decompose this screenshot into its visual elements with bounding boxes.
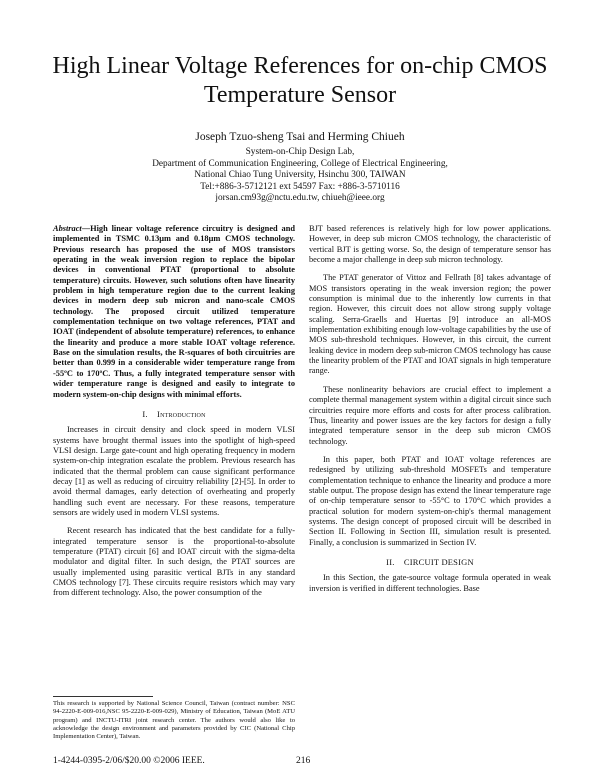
- abstract-label: Abstract: [53, 224, 82, 233]
- section-2-title: CIRCUIT DESIGN: [403, 556, 474, 567]
- body-paragraph: BJT based references is relatively high for low power applications. However, in deep sub micron CMOS technology, the characteristic of vertical BJT is getting worse. So, the design of temperature sensor has become a major challenge in deep sub micron technology.: [309, 224, 551, 265]
- author-names: Joseph Tzuo-sheng Tsai and Herming Chiueh: [195, 131, 405, 143]
- right-column: [309, 224, 551, 602]
- abstract: [53, 224, 295, 400]
- affiliation-line: Tel:+886-3-5712121 ext 54597 Fax: +886-3-5710116: [200, 181, 400, 192]
- footnote: This research is supported by National Science Council, Taiwan (contract number: NSC 94-2220-E-009-016,NSC 95-2220-E-009-029), Ministry of Education, Taiwan (MoE ATU program) and INCTU-ITRI joint research center. The authors would also like to acknowledge the design environment and parameters provided by CIC (National Chip Implementation Center), Taiwan.: [53, 700, 295, 741]
- section-1-title: Introduction: [157, 408, 206, 419]
- left-column: [53, 224, 295, 607]
- affiliation-line: National Chiao Tung University, Hsinchu 300, TAIWAN: [194, 170, 406, 180]
- body-paragraph: The PTAT generator of Vittoz and Fellrath [8] takes advantage of MOS transistors operating in the weak inversion region; the power consumption is minimal due to the inherently low currents in that region. However, this circuit does not allow strong supply voltage scaling. Serra-Graells and Huertas [9] introduce an all-MOS implementation exhibiting enough low-voltage capabilities by the use of MOS sub-threshold techniques. However, in this circuit, the current leaking device in modern deep sub-micron CMOS technology has cause the linearity problem of the PTAT and IOAT signals in high temperature range.: [309, 273, 551, 376]
- footnote-rule: [53, 696, 153, 697]
- paper-title: [30, 52, 570, 110]
- affiliation-block: [60, 147, 540, 205]
- title-line-2: Temperature Sensor: [203, 82, 397, 108]
- affiliation-line: jorsan.cm93g@nctu.edu.tw, chiueh@ieee.org: [215, 193, 385, 203]
- page-number: 216: [296, 756, 311, 766]
- abstract-text: —High linear voltage reference circuitry is designed and implemented in TSMC 0.13μm and 0.18μm CMOS technology. Previous research has proposed the use of MOS transistors operating in the weak inversion region to replace the bipolar devices in conventional PTAT (proportional to absolute temperature) circuits. However, such solutions often have linearity problem in high temperature region due to the current leaking devices in modern deep sub micron and nano-scale CMOS technology. The proposed circuit utilized temperature complementation technique on two voltage references, PTAT and IOAT (independent of absolute temperature) references, to enhance the linearity and produce a more stable IOAT voltage reference. Base on the simulation results, the R-squares of both circuitries are better than 0.999 in a considerable wider temperature range from -55ºC to 170ºC. Thus, a fully integrated temperature sensor with wider temperature range is designed and easily to integrate to modern system-on-chip designs with minimal efforts.: [53, 224, 295, 399]
- body-paragraph: These nonlinearity behaviors are crucial effect to implement a complete thermal management system within a digital circuit since such circuitries require more efforts and costs for after process calibration. Thus, linearity and power issues are the key factors for design a fully integrated temperature sensor in the deep sub micron CMOS technology.: [309, 384, 551, 446]
- isbn-copyright: 1-4244-0395-2/06/$20.00 ©2006 IEEE.: [53, 756, 205, 766]
- section-1-heading: [53, 409, 295, 419]
- body-paragraph: In this Section, the gate-source voltage formula operated in weak inversion is verified in different technologies. Base: [309, 573, 551, 593]
- section-2-number: II.: [386, 556, 395, 567]
- body-paragraph: Recent research has indicated that the best candidate for a fully-integrated temperature sensor is the proportional-to-absolute temperature (PTAT) circuit [6] and IOAT circuit with the sigma-delta modulator and digital filter. In such design, the PTAT sources are usually implemented using parasitic vertical BJTs in any standard CMOS technology [7]. These circuits require resistors which may vary from different technology. Also, the power consumption of the: [53, 526, 295, 598]
- title-line-1: High Linear Voltage References for on-chip CMOS: [52, 53, 548, 79]
- body-paragraph: In this paper, both PTAT and IOAT voltage references are redesigned by utilizing sub-threshold MOSFETs and temperature complementation technique to enhance the linearity and produce a more stable output. The propose design has extend the linear temperature rage of on-chip temperature sensor to -55°C to 170°C which provides a practical solution for modern system-on-chip's thermal management systems. The design concept of proposed circuit will be described in Section II. Following in Section III, simulation result is presented. Finally, a conclusion is summarized in Section IV.: [309, 454, 551, 547]
- affiliation-line: Department of Communication Engineering, College of Electrical Engineering,: [152, 158, 448, 169]
- body-paragraph: Increases in circuit density and clock speed in modern VLSI systems have brought thermal issues into the spotlight of high-speed VLSI design. Large gate-count and high operating frequency in modern system-on-chip integration escalate the problem. Previous research has indicated that the thermal problem can cause significant performance decay [1] as well as reducing of circuitry reliability [2]-[5]. In order to avoid thermal damages, early detection of overheating and properly handling such event are necessary. For these reasons, temperature sensors are widely used in modern VLSI systems.: [53, 425, 295, 517]
- section-1-number: I.: [142, 408, 148, 419]
- section-2-heading: [309, 557, 551, 567]
- affiliation-line: System-on-Chip Design Lab,: [245, 147, 355, 157]
